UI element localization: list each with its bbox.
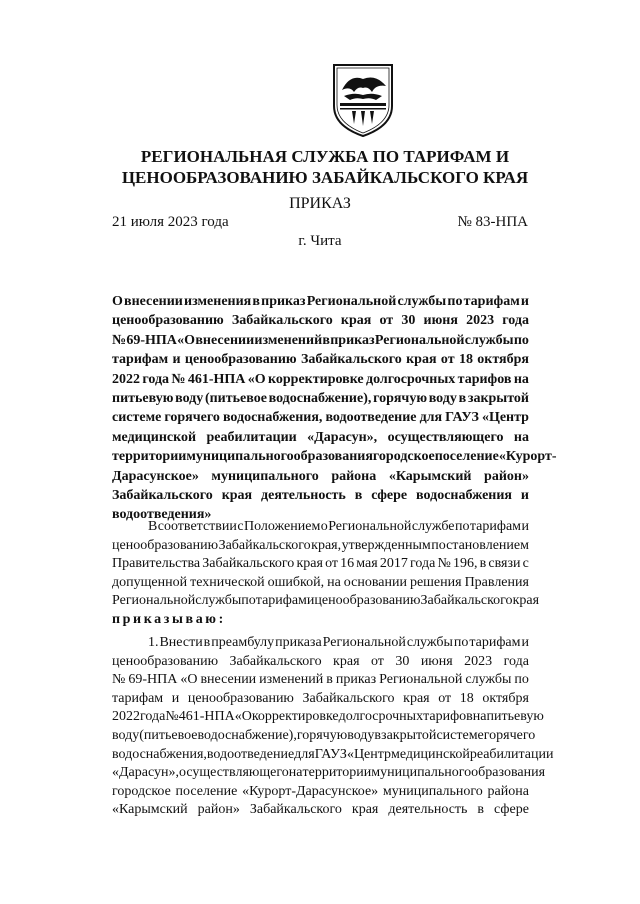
word: муниципального [211,468,319,484]
word: Забайкальского [112,488,213,504]
word: решения [409,574,462,590]
word: 1. [148,635,159,650]
word: № [112,332,127,348]
word: района [331,468,377,484]
word: О [112,294,123,309]
word: деятельность [388,802,468,818]
word: «Дарасун», [307,429,378,445]
text-line [112,331,529,350]
word: (питьевое [204,391,267,407]
word: ценообразованию [112,653,219,669]
word: ошибкой, [267,574,325,590]
word: края [512,593,540,609]
text-line [112,690,529,709]
organization-name [120,146,530,188]
word: Региональной [322,635,406,650]
word: муниципального [186,449,294,465]
word: приказа [275,635,322,650]
word: для [294,746,315,762]
word: от [370,653,384,669]
word: края [221,488,253,504]
text-line [112,746,554,765]
preamble-paragraph [112,518,540,630]
text-line [112,653,529,672]
word: допущенной [112,574,188,590]
word: «Карымский [388,468,472,484]
word: Региональной [374,332,465,348]
word: в [203,635,211,650]
word: № [165,709,179,725]
word: года [409,556,436,572]
word: службы [397,294,447,309]
word: на [513,429,529,445]
text-line [112,370,529,389]
word: октября [482,690,529,706]
word: года [142,371,170,387]
word: горячую [373,391,428,407]
word: (питьевое [139,727,198,743]
text-line [112,671,529,690]
word: по [241,593,256,609]
word: преамбулу [211,635,275,650]
word: Региональной [306,294,397,309]
word: осуществляющего [387,429,504,445]
word: сфере [494,802,529,818]
word: технической [190,574,265,590]
document-title-line: водоотведения» [112,507,212,523]
word: «Дарасун», [112,765,179,781]
word: Положением [243,519,321,534]
word: 2023 [464,653,493,669]
word: ценообразованию [184,352,297,368]
word: воду [175,391,204,407]
word: службе [411,519,455,534]
word: горячего [483,727,536,743]
word: питьевую [112,391,174,407]
word: медицинской [391,746,470,762]
coat-of-arms-icon [330,62,396,138]
word: питьевую [486,709,544,725]
word: медицинской [112,429,197,445]
word: Забайкальского [300,352,402,368]
word: по [447,294,463,309]
word: края [406,352,437,368]
word: в [374,727,382,743]
word: изменений [254,332,323,348]
word: 196, [452,556,478,572]
word: Региональной [112,593,196,609]
word: на [513,371,529,387]
word: «О [180,672,198,688]
word: мая [356,556,378,572]
word: июня [420,653,453,669]
word: тарифов [457,371,512,387]
word: постановлением [431,537,529,553]
word: 30 [401,313,416,329]
word: водоснабжения, [222,410,323,426]
word: воду [112,727,140,743]
word: 16 [340,556,355,572]
word: 461-НПА [178,709,235,725]
word: Забайкальского [202,556,295,572]
word: тарифам [255,593,307,609]
word: года [140,709,166,725]
word: территории [112,449,187,465]
word: горячего [164,410,220,426]
word: внесении [124,294,183,309]
word: 461-НПА [187,371,246,387]
word: ценообразованию [112,313,224,329]
word: ГАУЗ [445,410,479,426]
text-line [112,555,529,574]
word: водоснабжение), [268,391,372,407]
word: приказ [261,294,306,309]
text-line [112,486,529,505]
word: на [327,574,341,590]
document-city: г. Чита [298,233,342,249]
text-line [112,537,529,556]
word: тарифов [423,709,473,725]
word: ценообразованию [187,690,294,706]
word: службы [464,332,514,348]
word: края [296,556,323,572]
word: и [306,593,315,609]
word: В [148,519,158,534]
word: реабилитации [206,429,297,445]
word: тарифам [469,519,522,534]
word: связи [488,556,521,572]
word: район» [484,468,529,484]
word: от [440,352,455,368]
word: тарифам [112,352,169,368]
word: реабилитации [469,746,554,762]
word: с [522,556,529,572]
word: образования [293,449,373,465]
word: ценообразованию [314,593,421,609]
word: закрытой [467,391,529,407]
word: района [487,783,529,799]
decree-word: приказываю: [112,611,226,627]
word: водоотведение [325,410,417,426]
word: и [521,635,529,650]
word: от [379,313,394,329]
word: ценообразованию [112,537,219,553]
text-line [112,783,529,802]
word: корректировке [251,709,339,725]
text-line [112,634,529,653]
word: городское [112,783,171,799]
word: по [514,672,529,688]
document-date: 21 июля 2023 года [112,214,229,230]
word: Региональной [328,519,412,534]
word: внесении [200,672,257,688]
word: тарифам [112,690,164,706]
word: Забайкальского [229,653,322,669]
word: № [112,672,126,688]
word: 18 [458,352,473,368]
word: по [454,519,470,534]
organization-name-line: РЕГИОНАЛЬНАЯ СЛУЖБА ПО ТАРИФАМ И [140,147,510,166]
word: службы [465,672,512,688]
word: поселение [434,449,499,465]
word: о [320,519,328,534]
word: от [325,556,338,572]
word: года [503,653,529,669]
word: «О [177,332,196,348]
word: район» [197,802,240,818]
word: поселение [175,783,238,799]
word: 2023 [466,313,495,329]
word: корректировке [268,371,364,387]
word: «Курорт- [498,449,557,465]
word: в [252,294,260,309]
word: основании [343,574,407,590]
word: в [326,672,333,688]
word: на [472,709,487,725]
text-line [112,727,536,746]
word: Забайкальского [249,802,342,818]
word: «Центр [481,410,529,426]
document-number: № 83-НПА [457,214,528,230]
word: водоснабжение), [197,727,297,743]
word: деятельность [261,488,346,504]
word: водоснабжения, [112,746,207,762]
word: Дарасунское» [112,468,199,484]
word: и [172,352,181,368]
word: в [477,802,485,818]
word: края, [311,537,342,553]
word: в [354,488,363,504]
word: Правления [464,574,529,590]
text-line [112,801,529,820]
word: октября [477,352,529,368]
word: сфере [371,488,408,504]
word: в [322,332,330,348]
text-line [112,408,529,427]
word: Правительства [112,556,201,572]
word: края [340,313,372,329]
word: Забайкальского [420,593,513,609]
word: Региональной [379,672,463,688]
word: на [288,765,303,781]
word: муниципального [371,765,472,781]
word: и [171,690,180,706]
word: внесении [195,332,255,348]
word: и [520,294,529,309]
word: приказ [330,332,375,348]
word: для [419,410,443,426]
text-line [112,350,529,369]
document-type: ПРИКАЗ [289,195,351,212]
word: и [521,519,529,534]
word: Внести [159,635,203,650]
word: 69-НПА [128,672,178,688]
text-line [112,292,529,311]
word: изменений [259,672,324,688]
word: № [171,371,186,387]
word: года [502,313,529,329]
word: 69-НПА [126,332,177,348]
organization-name-line: ЦЕНООБРАЗОВАНИЮ ЗАБАЙКАЛЬСКОГО КРАЯ [121,168,529,187]
word: муниципального [382,783,483,799]
word: 2017 [379,556,408,572]
word: территории [302,765,372,781]
word: Забайкальского [302,690,395,706]
word: закрытой [381,727,437,743]
text-line [112,518,529,537]
word: воду [428,391,457,407]
word: тарифам [469,635,521,650]
word: «О [234,709,252,725]
word: Забайкальского [218,537,311,553]
word: «Курорт-Дарасунское» [242,783,379,799]
word: службы [195,593,242,609]
word: соответствии [157,519,237,534]
text-line [112,428,529,447]
document-title [112,292,557,525]
word: приказ [335,672,377,688]
word: «О [247,371,266,387]
word: 2022 [112,371,140,387]
word: по [513,332,529,348]
word: утвержденным [341,537,431,553]
text-line [112,467,529,486]
word: с [237,519,244,534]
word: горячую [296,727,348,743]
word: водоснабжения [416,488,513,504]
word: долгосрочных [365,371,456,387]
word: осуществляющего [179,765,289,781]
word: водоотведение [206,746,295,762]
text-line [112,574,529,593]
text-line [112,389,529,408]
word: 18 [459,690,474,706]
word: воду [347,727,375,743]
word: в [479,556,487,572]
word: 2022 [112,709,140,725]
word: и [520,488,529,504]
word: 30 [395,653,410,669]
clause-1-paragraph [112,634,554,820]
text-line [112,592,540,611]
word: «Центр [346,746,392,762]
word: по [453,635,469,650]
word: № [437,556,451,572]
text-line [112,447,557,466]
word: системе [436,727,484,743]
word: службы [406,635,453,650]
word: тарифам [463,294,520,309]
word: края [403,690,430,706]
word: «Карымский [112,802,188,818]
word: края [351,802,379,818]
word: от [438,690,452,706]
word: долгосрочных [338,709,424,725]
text-line [112,708,544,727]
text-line [112,764,546,783]
word: изменения [184,294,252,309]
word: системе [112,410,162,426]
word: образования [471,765,546,781]
text-line [112,311,529,330]
word: ГАУЗ [314,746,347,762]
word: июня [423,313,458,329]
word: в [458,391,467,407]
word: городское [372,449,435,465]
word: Забайкальского [231,313,333,329]
word: края [333,653,360,669]
